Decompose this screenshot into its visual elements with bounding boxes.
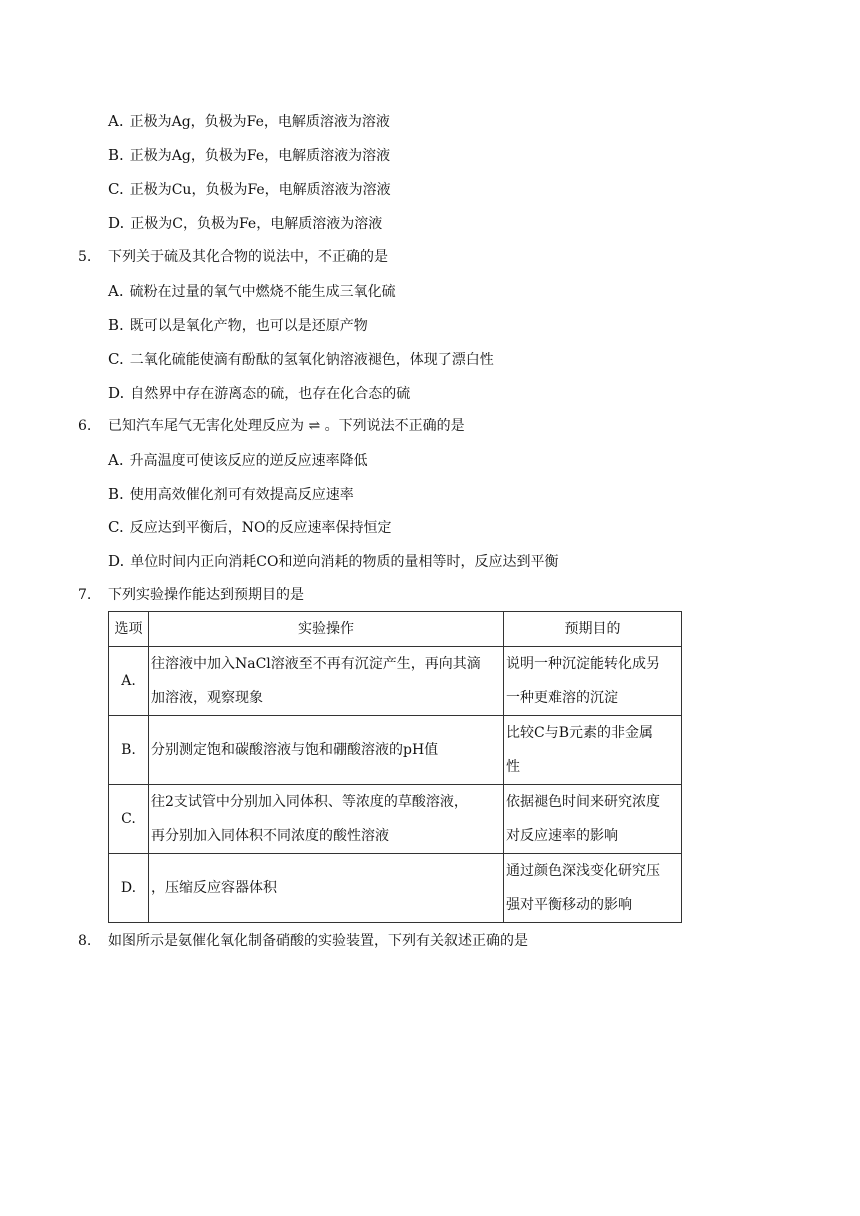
option-letter: C.	[108, 350, 124, 368]
option-text: 正极为C，负极为Fe，电解质溶液为溶液	[130, 216, 383, 232]
q8-stem: 如图所示是氨催化氧化制备硝酸的实验装置，下列有关叙述正确的是	[108, 933, 528, 949]
option-text: 使用高效催化剂可有效提高反应速率	[129, 487, 354, 503]
option-text: 自然界中存在游离态的硫，也存在化合态的硫	[130, 386, 411, 402]
option-letter: A.	[108, 282, 124, 300]
option-letter: D.	[108, 384, 125, 402]
q6-option-a	[108, 450, 368, 471]
operation-line: 加溶液，观察现象	[151, 690, 263, 706]
header-goal: 预期目的	[504, 612, 682, 647]
option-text: 二氧化硫能使滴有酚酞的氢氧化钠溶液褪色，体现了漂白性	[129, 352, 494, 368]
operation-line: 往2支试管中分别加入同体积、等浓度的草酸溶液，	[151, 794, 468, 810]
table-row	[109, 854, 682, 923]
goal-line: 对反应速率的影响	[506, 828, 618, 844]
goal-line: 一种更难溶的沉淀	[506, 690, 618, 706]
q6-option-b	[108, 484, 354, 505]
row-goal	[504, 716, 682, 785]
q6-stem: 已知汽车尾气无害化处理反应为 ⇌ 。下列说法不正确的是	[108, 418, 465, 434]
goal-line: 依据褪色时间来研究浓度	[506, 794, 660, 810]
row-option: D.	[109, 854, 149, 923]
option-letter: C.	[108, 518, 124, 536]
option-letter: B.	[108, 316, 124, 334]
q5-option-b	[108, 315, 368, 336]
q6-option-d	[108, 551, 558, 572]
row-option: C.	[109, 785, 149, 854]
q7-stem: 下列实验操作能达到预期目的是	[108, 587, 304, 603]
row-option: B.	[109, 716, 149, 785]
option-letter: A.	[108, 112, 124, 130]
q5-stem: 下列关于硫及其化合物的说法中，不正确的是	[108, 249, 388, 265]
operation-line: 往溶液中加入NaCl溶液至不再有沉淀产生，再向其滴	[151, 656, 481, 672]
option-text: 升高温度可使该反应的逆反应速率降低	[129, 453, 368, 469]
q5-option-a	[108, 281, 396, 302]
table-row	[109, 785, 682, 854]
row-operation: 分别测定饱和碳酸溶液与饱和硼酸溶液的pH值	[149, 716, 504, 785]
option-text: 正极为Cu，负极为Fe，电解质溶液为溶液	[129, 182, 391, 198]
q4-option-b	[108, 145, 390, 166]
option-text: 硫粉在过量的氧气中燃烧不能生成三氧化硫	[129, 284, 396, 300]
table-header-row	[109, 612, 682, 647]
row-goal	[504, 785, 682, 854]
header-option: 选项	[109, 612, 149, 647]
option-letter: C.	[108, 180, 124, 198]
experiment-table	[108, 611, 682, 923]
row-goal	[504, 854, 682, 923]
q4-option-d	[108, 213, 382, 234]
table-row	[109, 716, 682, 785]
option-letter: D.	[108, 552, 125, 570]
goal-line: 比较C与B元素的非金属	[506, 725, 653, 741]
q6-option-c	[108, 517, 391, 538]
row-option: A.	[109, 647, 149, 716]
table-row	[109, 647, 682, 716]
option-text: 反应达到平衡后，NO的反应速率保持恒定	[129, 520, 392, 536]
option-text: 正极为Ag，负极为Fe，电解质溶液为溶液	[129, 148, 391, 164]
option-text: 既可以是氧化产物，也可以是还原产物	[129, 318, 368, 334]
option-letter: B.	[108, 146, 124, 164]
goal-line: 强对平衡移动的影响	[506, 897, 632, 913]
row-operation	[149, 785, 504, 854]
row-operation: ，压缩反应容器体积	[149, 854, 504, 923]
goal-line: 说明一种沉淀能转化成另	[506, 656, 660, 672]
q5-option-c	[108, 349, 494, 370]
option-text: 正极为Ag，负极为Fe，电解质溶液为溶液	[129, 114, 390, 130]
row-operation	[149, 647, 504, 716]
q5-option-d	[108, 383, 410, 404]
header-operation: 实验操作	[149, 612, 504, 647]
option-letter: B.	[108, 485, 124, 503]
operation-line: 再分别加入同体积不同浓度的酸性溶液	[151, 828, 389, 844]
option-text: 单位时间内正向消耗CO和逆向消耗的物质的量相等时，反应达到平衡	[130, 554, 559, 570]
q8-number: 8.	[78, 933, 92, 949]
q7-number: 7.	[78, 587, 92, 603]
goal-line: 性	[506, 759, 520, 775]
row-goal	[504, 647, 682, 716]
option-letter: D.	[108, 214, 125, 232]
q4-option-a	[108, 111, 390, 132]
q4-option-c	[108, 179, 391, 200]
goal-line: 通过颜色深浅变化研究压	[506, 863, 660, 879]
option-letter: A.	[108, 451, 124, 469]
q6-number: 6.	[78, 418, 92, 434]
q5-number: 5.	[78, 249, 92, 265]
